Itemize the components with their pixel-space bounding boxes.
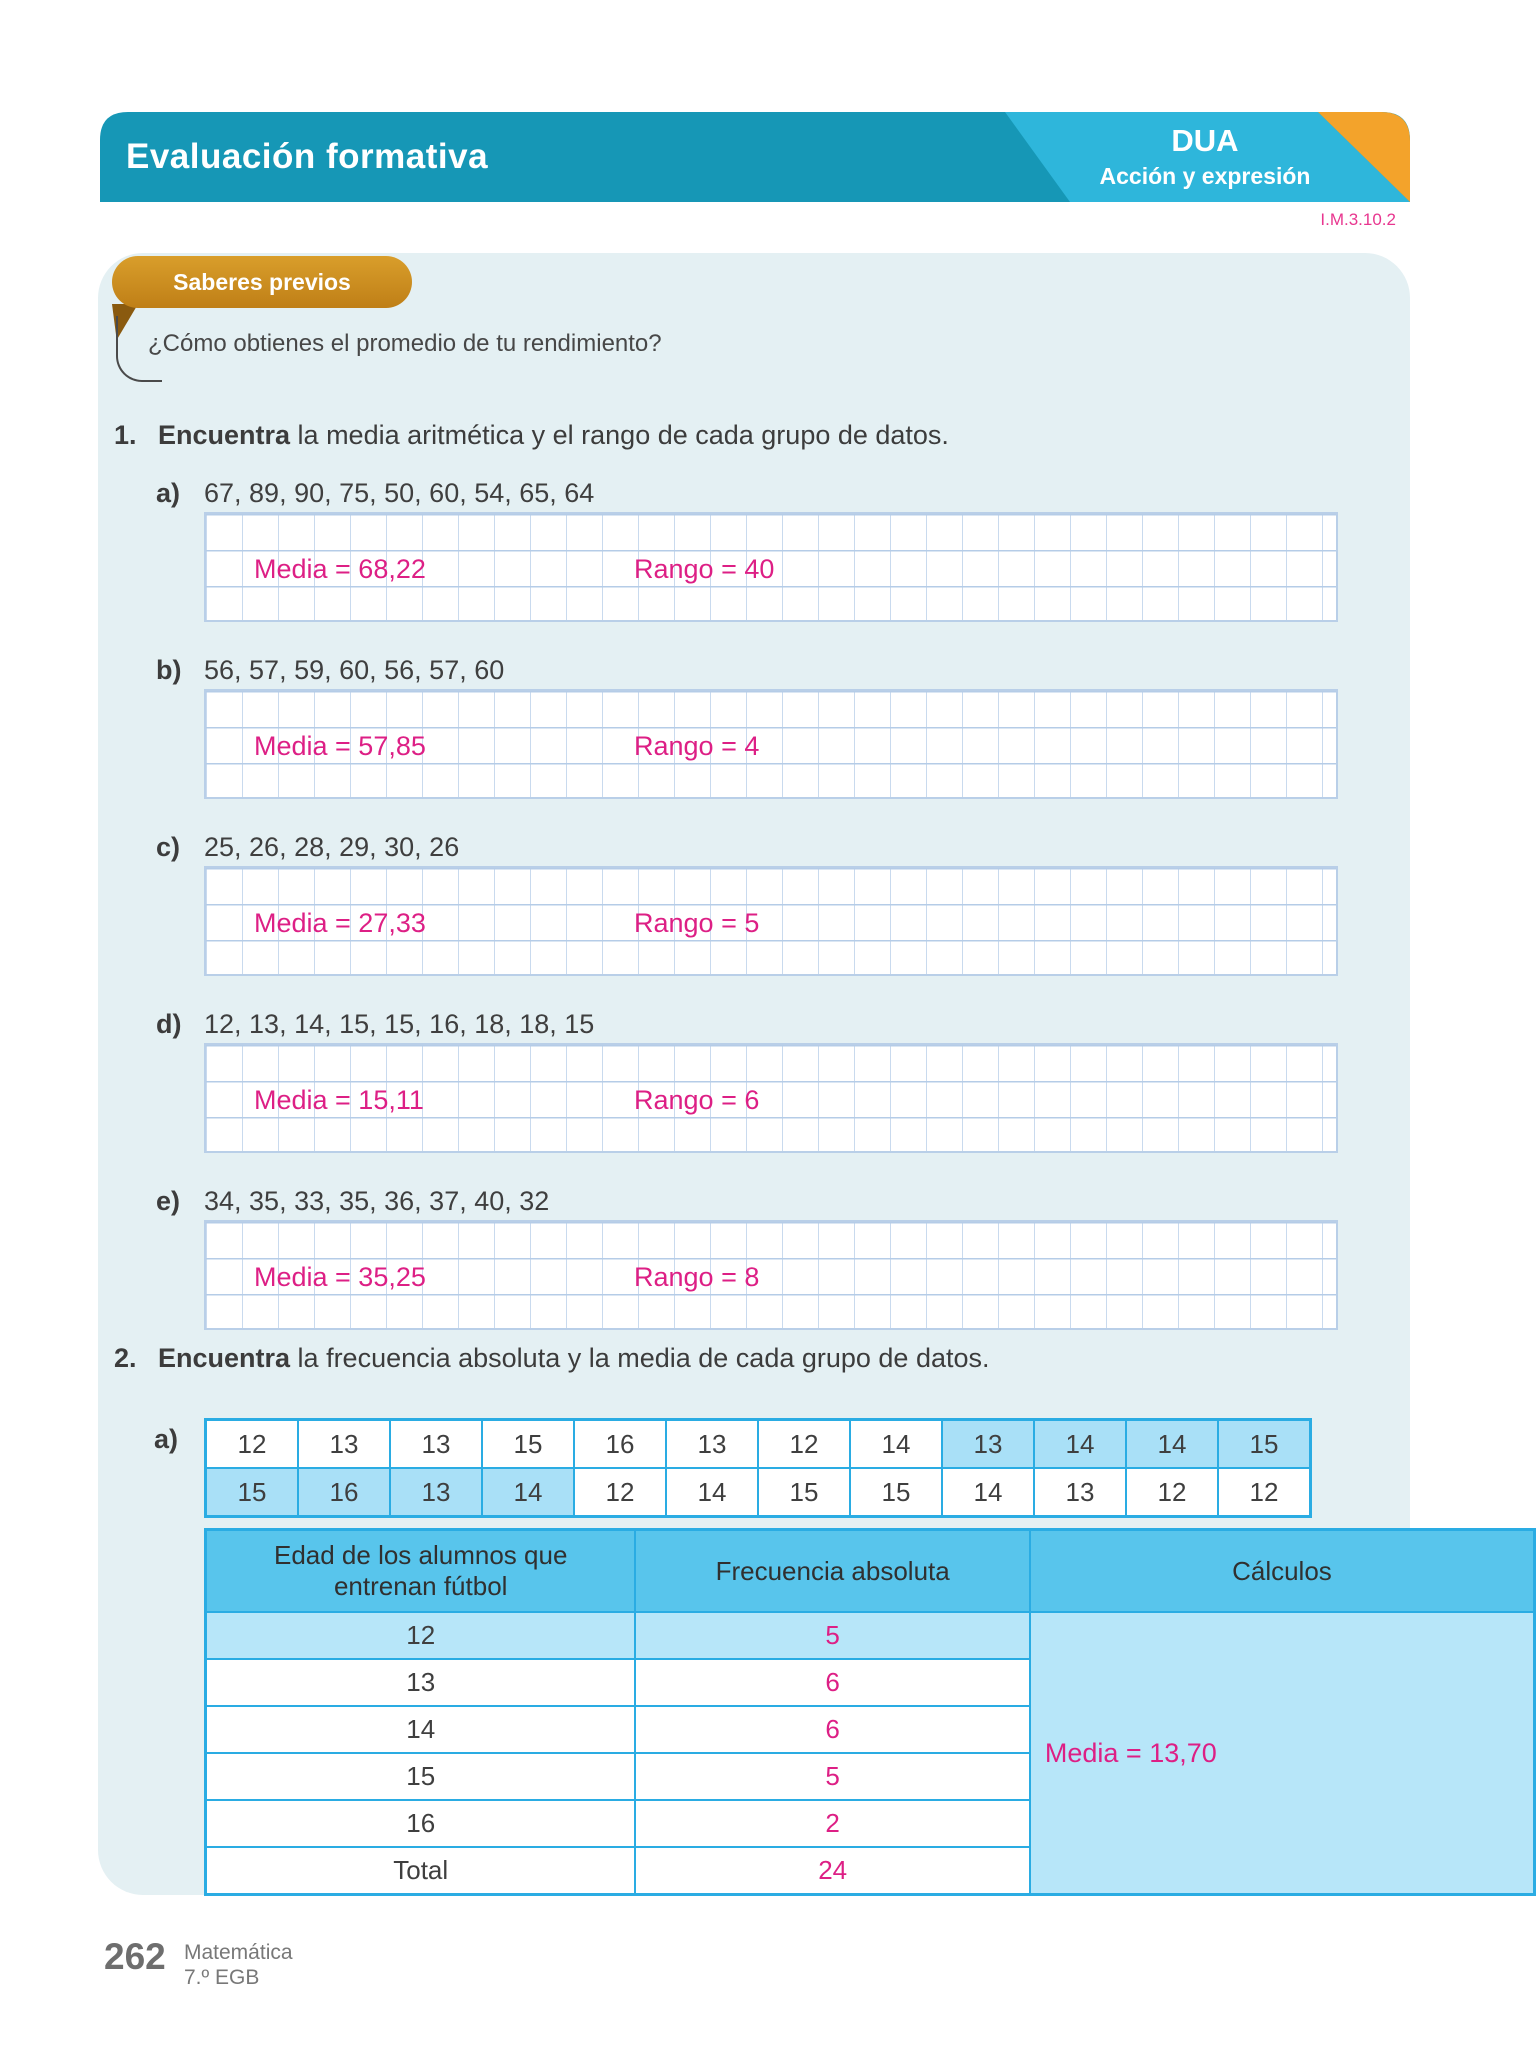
saberes-previos-badge: Saberes previos [112,256,412,308]
exercise2-number: 2. [114,1343,137,1373]
footer-subject [184,1940,293,1990]
item-data-list: 34, 35, 33, 35, 36, 37, 40, 32 [204,1186,550,1216]
strip-cell: 14 [482,1468,574,1517]
standard-code: I.M.3.10.2 [1320,210,1396,229]
media-answer: Media = 27,33 [254,908,426,938]
rango-answer: Rango = 40 [634,554,775,584]
strip-cell: 13 [666,1420,758,1469]
page-number: 262 [104,1936,166,1977]
exercise2-title [158,1343,990,1374]
item-label: e) [156,1186,181,1216]
rango-answer: Rango = 5 [634,908,760,938]
table-row [206,1612,1535,1659]
data-strip-table [204,1418,1312,1518]
header-banner [100,112,1410,202]
exercise1-title-verb: Encuentra [158,420,291,450]
edad-cell: 13 [206,1659,636,1706]
strip-cell: 14 [1126,1420,1218,1469]
total-value-cell: 24 [635,1847,1029,1895]
exercise1-title [158,420,949,451]
strip-cell: 16 [574,1420,666,1469]
strip-cell: 15 [850,1468,942,1517]
data-strip-row2 [206,1468,1311,1517]
strip-cell: 12 [1218,1468,1311,1517]
saberes-question: ¿Cómo obtienes el promedio de tu rendimiento? [148,330,662,357]
strip-cell: 16 [298,1468,390,1517]
strip-cell: 12 [1126,1468,1218,1517]
edad-cell: 15 [206,1753,636,1800]
exercise2-title-verb: Encuentra [158,1343,291,1373]
header-calculos: Cálculos [1030,1530,1535,1613]
rango-answer: Rango = 6 [634,1085,760,1115]
media-answer: Media = 57,85 [254,731,426,761]
dua-label: DUA [1171,123,1239,158]
frecuencia-cell: 6 [635,1659,1029,1706]
item-label: c) [156,832,181,862]
frequency-table [204,1528,1536,1896]
frecuencia-cell: 5 [635,1612,1029,1659]
item-label: d) [156,1009,182,1039]
strip-cell: 13 [1034,1468,1126,1517]
footer-grade: 7.º EGB [184,1966,260,1989]
header-edad: Edad de los alumnos que entrenan fútbol [206,1530,636,1613]
strip-cell: 12 [574,1468,666,1517]
answer-grid [204,866,1338,976]
frequency-table-header-row [206,1530,1535,1613]
edad-cell: 14 [206,1706,636,1753]
frecuencia-cell: 6 [635,1706,1029,1753]
exercise1-number: 1. [114,420,137,450]
exercise2-title-rest: la frecuencia absoluta y la media de cada grupo de datos. [290,1343,990,1373]
strip-cell: 12 [206,1420,299,1469]
dua-block [1060,121,1350,191]
strip-cell: 15 [482,1420,574,1469]
exercise2-item-label: a) [154,1424,179,1454]
answer-grid [204,1043,1338,1153]
item-label: a) [156,478,181,508]
item-data-list: 56, 57, 59, 60, 56, 57, 60 [204,655,505,685]
item-data-list: 67, 89, 90, 75, 50, 60, 54, 65, 64 [204,478,595,508]
strip-cell: 15 [206,1468,299,1517]
exercise1-title-rest: la media aritmética y el rango de cada grupo de datos. [290,420,949,450]
media-answer: Media = 35,25 [254,1262,426,1292]
strip-cell: 14 [666,1468,758,1517]
strip-cell: 13 [390,1468,482,1517]
header-frecuencia: Frecuencia absoluta [635,1530,1029,1613]
strip-cell: 14 [850,1420,942,1469]
strip-cell: 13 [298,1420,390,1469]
item-data-list: 25, 26, 28, 29, 30, 26 [204,832,460,862]
dua-sublabel: Acción y expresión [1099,163,1311,189]
answer-grid [204,512,1338,622]
total-label-cell: Total [206,1847,636,1895]
strip-cell: 13 [942,1420,1034,1469]
strip-cell: 12 [758,1420,850,1469]
answer-grid [204,1220,1338,1330]
rango-answer: Rango = 4 [634,731,760,761]
page-title: Evaluación formativa [126,137,489,176]
media-answer: Media = 68,22 [254,554,426,584]
strip-cell: 14 [1034,1420,1126,1469]
strip-cell: 14 [942,1468,1034,1517]
item-data-list: 12, 13, 14, 15, 15, 16, 18, 18, 15 [204,1009,595,1039]
strip-cell: 13 [390,1420,482,1469]
frecuencia-cell: 5 [635,1753,1029,1800]
data-strip-row1 [206,1420,1311,1469]
edad-cell: 12 [206,1612,636,1659]
calculos-cell: Media = 13,70 [1030,1612,1535,1895]
rango-answer: Rango = 8 [634,1262,760,1292]
strip-cell: 15 [1218,1420,1311,1469]
strip-cell: 15 [758,1468,850,1517]
answer-grid [204,689,1338,799]
footer-subject-name: Matemática [184,1941,293,1964]
item-label: b) [156,655,182,685]
edad-cell: 16 [206,1800,636,1847]
frecuencia-cell: 2 [635,1800,1029,1847]
media-answer: Media = 15,11 [254,1085,424,1115]
